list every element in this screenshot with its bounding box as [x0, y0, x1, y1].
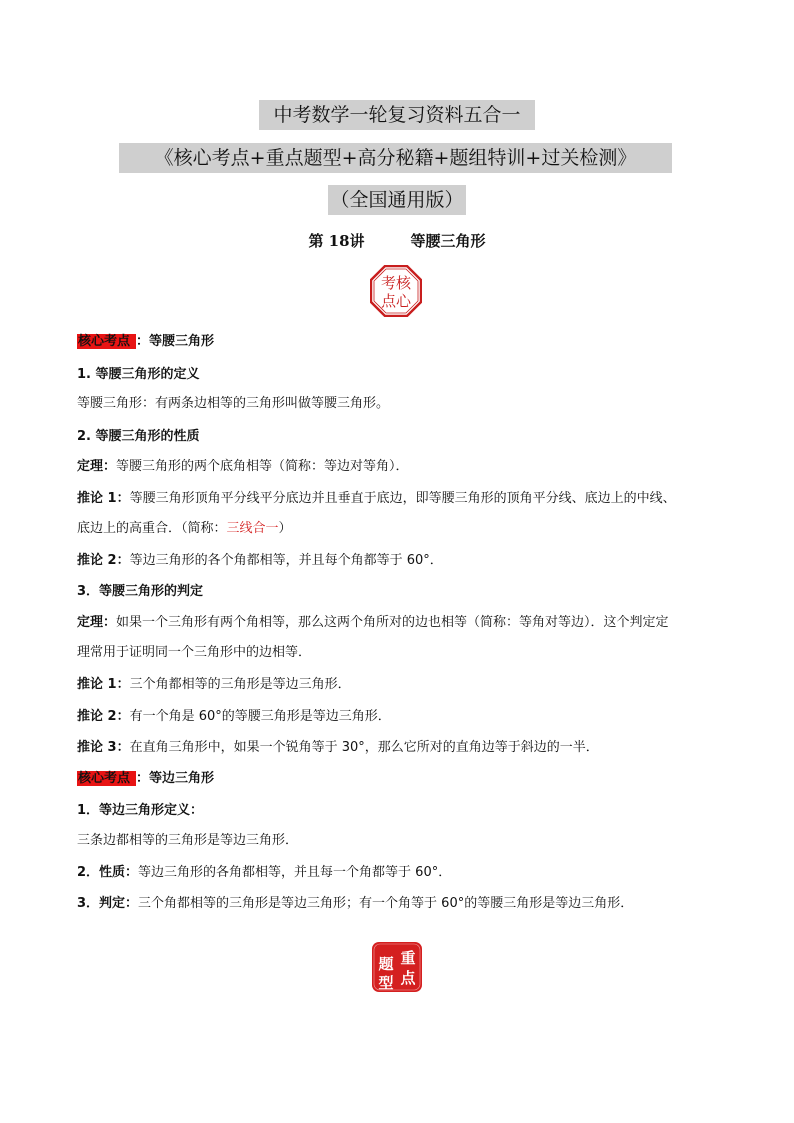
- lecture-number: 第 18讲: [308, 232, 365, 250]
- doc-subtitle: 《核心考点+重点题型+高分秘籍+题组特训+过关检测》: [119, 143, 672, 173]
- core1-heading: [77, 330, 214, 349]
- key-question-types-seal-icon: [371, 941, 423, 993]
- core2-title: ：等边三角形: [136, 771, 215, 786]
- doc-title: 中考数学一轮复习资料五合一: [259, 100, 535, 130]
- judgement-theorem-line2: 理常用于证明同一个三角形中的边相等．: [77, 645, 312, 660]
- seal-key-char2: 点: [400, 969, 416, 987]
- core1-title: ：等腰三角形: [136, 334, 215, 349]
- three-lines-in-one: 三线合一: [226, 521, 279, 536]
- equilateral-judgement-line: 3．判定：三个角都相等的三角形是等边三角形；有一个角等于 60°的等腰三角形是等边三角形．: [77, 896, 634, 911]
- equilateral-property-line: 2．性质：等边三角形的各角都相等，并且每一个角都等于 60°．: [77, 865, 452, 880]
- equilateral-definition-title: 1．等边三角形定义：: [77, 803, 204, 818]
- seal-core-line2: 点心: [380, 292, 412, 310]
- core2-heading: [77, 767, 214, 786]
- definition-text: 等腰三角形：有两条边相等的三角形叫做等腰三角形。: [77, 396, 390, 411]
- equilateral-definition-text: 三条边都相等的三角形是等边三角形．: [77, 833, 299, 848]
- section-definition-title: 1. 等腰三角形的定义: [77, 367, 200, 382]
- judgement-corollary3: 推论 3：在直角三角形中，如果一个锐角等于 30°，那么它所对的直角边等于斜边的一半．: [77, 740, 599, 755]
- judgement-theorem-line: 定理：如果一个三角形有两个角相等，那么这两个角所对的边也相等（简称：等角对等边）．这个判定定: [77, 615, 669, 630]
- seal-key-char4: 型: [378, 974, 394, 992]
- core1-tag: 核心考点: [77, 334, 136, 349]
- lecture-heading: [0, 230, 794, 251]
- lecture-topic: 等腰三角形: [410, 232, 486, 250]
- theorem-line: 定理：等腰三角形的两个底角相等（简称：等边对等角）．: [77, 459, 409, 474]
- corollary2-line: 推论 2：等边三角形的各个角都相等，并且每个角都等于 60°．: [77, 553, 443, 568]
- section-judgement-title: 3．等腰三角形的判定: [77, 584, 204, 599]
- seal-core-line1: 考核: [380, 274, 412, 292]
- corollary1-line: 推论 1：等腰三角形顶角平分线平分底边并且垂直于底边，即等腰三角形的顶角平分线、底边上的中线、: [77, 491, 676, 506]
- seal-key-char3: 题: [378, 955, 394, 973]
- judgement-corollary2: 推论 2：有一个角是 60°的等腰三角形是等边三角形．: [77, 709, 391, 724]
- doc-edition: （全国通用版）: [328, 185, 466, 215]
- core2-tag: 核心考点: [77, 771, 136, 786]
- section-properties-title: 2. 等腰三角形的性质: [77, 429, 200, 444]
- core-points-seal-icon: [370, 265, 422, 317]
- judgement-corollary1: 推论 1：三个角都相等的三角形是等边三角形．: [77, 677, 351, 692]
- seal-key-char1: 重: [400, 949, 416, 967]
- corollary1-line2: 底边上的高重合．（简称：三线合一）: [77, 521, 292, 536]
